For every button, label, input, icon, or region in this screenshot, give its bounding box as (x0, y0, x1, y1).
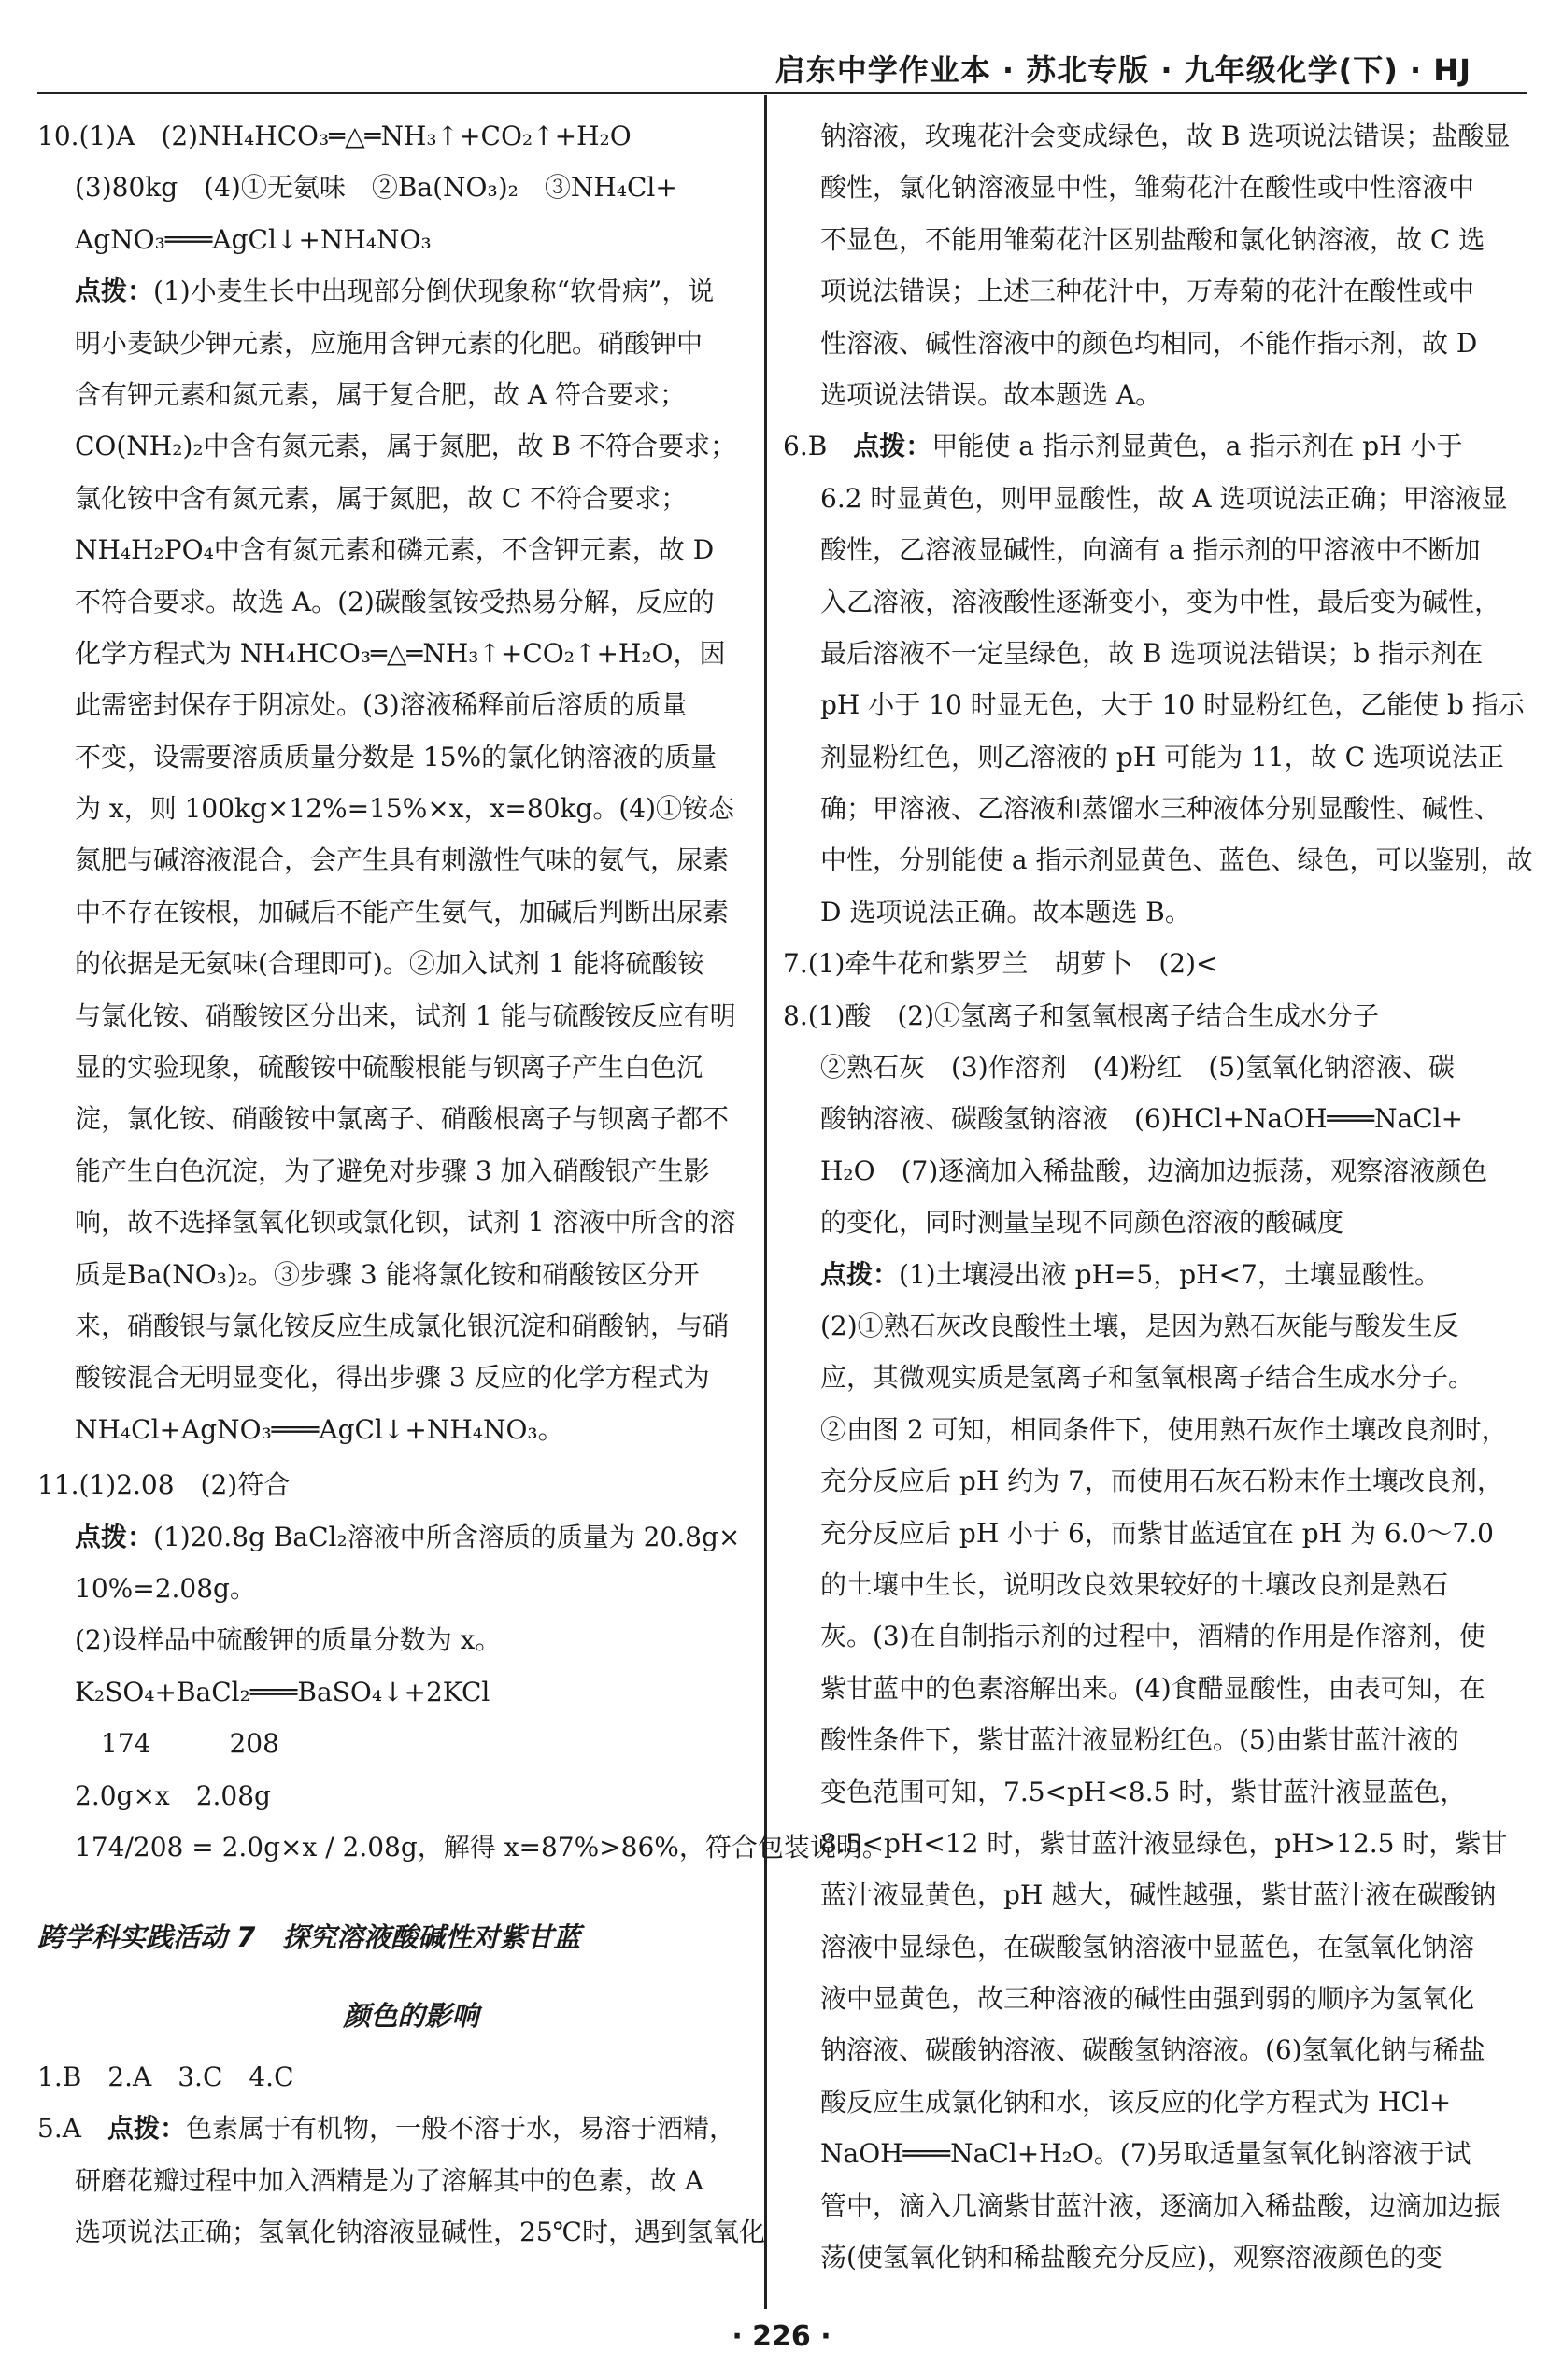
text-line (37, 1718, 747, 1769)
text-line (37, 679, 747, 730)
line-text: 酸铵混合无明显变化，得出步骤 3 反应的化学方程式为 (75, 1362, 710, 1394)
header-title: 启东中学作业本 · 苏北专版 · 九年级化学(下) · HJ (774, 52, 1471, 88)
line-text: 酸钠溶液、碳酸氢钠溶液 (6)HCl+NaOH═══NaCl+ (820, 1103, 1464, 1135)
line-text: 淀，氯化铵、硝酸铵中氯离子、硝酸根离子与钡离子都不 (75, 1103, 730, 1135)
text-line (37, 1041, 747, 1093)
text-line (783, 265, 1530, 317)
text-line (37, 2206, 765, 2258)
text-line (783, 576, 1530, 628)
text-line (37, 938, 747, 989)
line-text: 10%=2.08g。 (75, 1572, 256, 1604)
text-line (37, 990, 747, 1041)
activity-title-line1: 跨学科实践活动 7 探究溶液酸碱性对紫甘蓝 (37, 1921, 581, 1954)
text-line (37, 1093, 747, 1144)
line-text: 变色范围可知，7.5<pH<8.5 时，紫甘蓝汁液显蓝色， (820, 1776, 1467, 1807)
line-text: 蓝汁液显黄色，pH 越大，碱性越强，紫甘蓝汁液在碳酸钠 (820, 1879, 1497, 1911)
text-line (783, 1610, 1530, 1662)
hint-label: 点拨： (853, 431, 932, 462)
text-line (783, 1455, 1530, 1507)
text-line (783, 731, 1530, 783)
question-number: 5.A (37, 2113, 107, 2145)
line-text: 酸性条件下，紫甘蓝汁液显粉红色。(5)由紫甘蓝汁液的 (820, 1724, 1459, 1756)
line-text: 剂显粉红色，则乙溶液的 pH 可能为 11，故 C 选项说法正 (820, 741, 1504, 772)
text-line (37, 524, 747, 575)
line-text: 项说法错误；上述三种花汁中，万寿菊的花汁在酸性或中 (820, 276, 1475, 307)
text-line (783, 214, 1530, 265)
line-text: 不变，设需要溶质质量分数是 15%的氯化钠溶液的质量 (75, 741, 718, 772)
line-text: 6.2 时显黄色，则甲显酸性，故 A 选项说法正确；甲溶液显 (820, 482, 1508, 514)
text-line (783, 783, 1530, 834)
text-line (37, 2103, 747, 2154)
line-text: 充分反应后 pH 约为 7，而使用石灰石粉末作土壤改良剂， (820, 1466, 1503, 1497)
text-line (783, 1300, 1530, 1352)
line-text: (3)80kg (4)①无氨味 ②Ba(NO₃)₂ ③NH₄Cl+ (75, 172, 677, 204)
text-line (37, 1770, 747, 1821)
text-line (783, 1145, 1530, 1197)
text-line (783, 938, 1530, 989)
line-text: ②熟石灰 (3)作溶剂 (4)粉红 (5)氢氧化钠溶液、碳 (820, 1052, 1455, 1084)
text-line (37, 1459, 747, 1510)
text-line (783, 886, 1530, 938)
line-text: 应，其微观实质是氢离子和氢氧根离子结合生成水分子。 (820, 1362, 1475, 1394)
section-spacer (37, 1873, 747, 1912)
text-line (783, 1818, 1530, 1869)
text-line (37, 1666, 747, 1718)
line-text: K₂SO₄+BaCl₂═══BaSO₄↓+2KCl (75, 1676, 490, 1707)
line-text: NH₄Cl+AgNO₃═══AgCl↓+NH₄NO₃。 (75, 1413, 564, 1445)
line-text: 液中显黄色，故三种溶液的碱性由强到弱的顺序为氢氧化 (820, 1983, 1475, 2015)
line-text: 含有钾元素和氮元素，属于复合肥，故 A 符合要求； (75, 378, 687, 410)
hint-label: 点拨： (820, 1258, 900, 1290)
text-line (783, 1197, 1530, 1248)
text-line (783, 1973, 1530, 2024)
line-text: AgNO₃═══AgCl↓+NH₄NO₃ (75, 223, 432, 255)
line-text: 化学方程式为 NH₄HCO₃═△═NH₃↑+CO₂↑+H₂O，因 (75, 637, 726, 669)
line-text: NH₄H₂PO₄中含有氮元素和磷元素，不含钾元素，故 D (75, 534, 715, 566)
text-line (37, 369, 747, 420)
section-spacer (37, 1964, 747, 1990)
line-text: 性溶液、碱性溶液中的颜色均相同，不能作指示剂，故 D (820, 327, 1478, 359)
text-line (37, 628, 747, 679)
text-line (37, 1352, 747, 1403)
line-text: 174 208 (75, 1728, 279, 1760)
text-line (37, 420, 747, 472)
line-text: 的变化，同时测量呈现不同颜色溶液的酸碱度 (820, 1207, 1344, 1239)
text-line (37, 783, 747, 834)
line-text: 质是Ba(NO₃)₂。③步骤 3 能将氯化铵和硝酸铵区分开 (75, 1258, 700, 1290)
line-text: 酸性，乙溶液显碱性，向滴有 a 指示剂的甲溶液中不断加 (820, 534, 1481, 566)
line-text: 的依据是无氨味(合理即可)。②加入试剂 1 能将硫酸铵 (75, 948, 704, 980)
text-line (37, 214, 747, 265)
line-text: 8.5<pH<12 时，紫甘蓝汁液显绿色，pH>12.5 时，紫甘 (820, 1827, 1508, 1859)
text-line (783, 1921, 1530, 1973)
line-text: CO(NH₂)₂中含有氮元素，属于氮肥，故 B 不符合要求； (75, 431, 736, 462)
line-text: ②由图 2 可知，相同条件下，使用熟石灰作土壤改良剂时， (820, 1413, 1508, 1445)
line-text: 钠溶液、碳酸钠溶液、碳酸氢钠溶液。(6)氢氧化钠与稀盐 (820, 2034, 1485, 2066)
text-line (37, 1197, 747, 1248)
line-text: 明小麦缺少钾元素，应施用含钾元素的化肥。硝酸钾中 (75, 327, 703, 359)
text-line (783, 318, 1530, 369)
hint-text: 甲能使 a 指示剂显黄色，a 指示剂在 pH 小于 (931, 431, 1463, 462)
text-line (783, 1559, 1530, 1610)
line-text: 酸反应生成氯化钠和水，该反应的化学方程式为 HCl+ (820, 2086, 1452, 2118)
text-line (37, 1563, 747, 1614)
text-line (37, 162, 747, 213)
text-line (783, 524, 1530, 575)
text-line (783, 110, 1530, 162)
activity-title-line2: 颜色的影响 (343, 1999, 479, 2032)
text-line (37, 110, 747, 162)
text-line (783, 1714, 1530, 1765)
line-text: 管中，滴入几滴紫甘蓝汁液，逐滴加入稀盐酸，边滴加边振 (820, 2189, 1501, 2221)
text-line (37, 1404, 747, 1455)
line-text: 紫甘蓝中的色素溶解出来。(4)食醋显酸性，由表可知，在 (820, 1672, 1485, 1704)
text-line (783, 1404, 1530, 1455)
line-text: 溶液中显绿色，在碳酸氢钠溶液中显蓝色，在氢氧化钠溶 (820, 1931, 1475, 1962)
text-line (783, 2180, 1530, 2231)
line-text: 中性，分别能使 a 指示剂显黄色、蓝色、绿色，可以鉴别，故 (820, 844, 1533, 876)
line-text: 选项说法正确；氢氧化钠溶液显碱性，25℃时，遇到氢氧化 (75, 2217, 765, 2248)
line-text: 此需密封保存于阴凉处。(3)溶液稀释前后溶质的质量 (75, 689, 688, 721)
line-text: 10.(1)A (2)NH₄HCO₃═△═NH₃↑+CO₂↑+H₂O (37, 120, 632, 151)
text-line (37, 1249, 747, 1300)
section-spacer (37, 2042, 747, 2051)
text-line (783, 1766, 1530, 1818)
column-divider (764, 95, 767, 2309)
text-line (783, 369, 1530, 420)
page-header (37, 39, 1527, 94)
line-text: H₂O (7)逐滴加入稀盐酸，边滴加边振荡，观察溶液颜色 (820, 1155, 1488, 1186)
line-text: 最后溶液不一定呈绿色，故 B 选项说法错误；b 指示剂在 (820, 637, 1484, 669)
text-line (37, 1145, 747, 1197)
text-line (783, 1249, 1530, 1300)
text-line (37, 1821, 888, 1873)
hint-label: 点拨： (75, 1521, 154, 1552)
right-answers (783, 110, 1533, 2283)
line-text: pH 小于 10 时显无色，大于 10 时显粉红色，乙能使 b 指示 (820, 689, 1525, 721)
line-text: D 选项说法正确。故本题选 B。 (820, 896, 1191, 928)
text-line (783, 2128, 1530, 2179)
text-line (37, 886, 747, 938)
line-text: 中不存在铵根，加碱后不能产生氨气，加碱后判断出尿素 (75, 896, 730, 928)
activity-answers (37, 2051, 765, 2259)
line-text: 酸性，氯化钠溶液显中性，雏菊花汁在酸性或中性溶液中 (820, 172, 1475, 204)
line-text: 入乙溶液，溶液酸性逐渐变小，变为中性，最后变为碱性， (820, 586, 1501, 617)
text-line (37, 1300, 747, 1352)
line-text: 为 x，则 100kg×12%=15%×x，x=80kg。(4)①铵态 (75, 793, 735, 825)
text-line (37, 1511, 747, 1563)
text-line (37, 318, 747, 369)
line-text: 的土壤中生长，说明改良效果较好的土壤改良剂是熟石 (820, 1568, 1449, 1600)
text-line (37, 265, 747, 317)
line-text: 显的实验现象，硫酸铵中硫酸根能与钡离子产生白色沉 (75, 1052, 703, 1084)
text-line (783, 2076, 1530, 2128)
line-text: 174/208 = 2.0g×x / 2.08g，解得 x=87%>86%，符合包装说明。 (75, 1831, 888, 1863)
line-text: 响，故不选择氢氧化钡或氯化钡，试剂 1 溶液中所含的溶 (75, 1207, 736, 1239)
text-line (37, 576, 747, 628)
text-line (783, 1041, 1530, 1093)
text-line (783, 420, 1530, 472)
line-text: 8.(1)酸 (2)①氢离子和氢氧根离子结合生成水分子 (783, 999, 1380, 1031)
hint-text: 色素属于有机物，一般不溶于水，易溶于酒精， (185, 2113, 735, 2145)
hint-text: (1)20.8g BaCl₂溶液中所含溶质的质量为 20.8g× (153, 1521, 741, 1552)
page-number: · 226 · (732, 2320, 831, 2353)
line-text: 1.B 2.A 3.C 4.C (37, 2061, 294, 2093)
line-text: 研磨花瓣过程中加入酒精是为了溶解其中的色素，故 A (75, 2164, 704, 2196)
text-line (783, 1093, 1530, 1144)
line-text: (2)①熟石灰改良酸性土壤，是因为熟石灰能与酸发生反 (820, 1310, 1459, 1341)
hint-label: 点拨： (75, 276, 154, 307)
text-line (783, 679, 1530, 730)
question-number: 6.B (783, 431, 854, 462)
text-line (37, 834, 747, 885)
line-text: 2.0g×x 2.08g (75, 1779, 271, 1811)
text-line (37, 2051, 747, 2103)
line-text: 钠溶液，玫瑰花汁会变成绿色，故 B 选项说法错误；盐酸显 (820, 120, 1511, 151)
line-text: 能产生白色沉淀，为了避免对步骤 3 加入硝酸银产生影 (75, 1155, 710, 1186)
text-line (37, 1614, 747, 1665)
line-text: 7.(1)牵牛花和紫罗兰 胡萝卜 (2)< (783, 948, 1218, 980)
line-text: 氯化铵中含有氮元素，属于氮肥，故 C 不符合要求； (75, 482, 688, 514)
text-line (37, 731, 747, 783)
line-text: 氮肥与碱溶液混合，会产生具有刺激性气味的氨气，尿素 (75, 844, 730, 876)
line-text: 与氯化铵、硝酸铵区分出来，试剂 1 能与硫酸铵反应有明 (75, 999, 736, 1031)
hint-label: 点拨： (107, 2113, 186, 2145)
line-text: 选项说法错误。故本题选 A。 (820, 378, 1162, 410)
text-line (783, 2231, 1530, 2283)
right-column (783, 110, 1533, 2283)
text-line (37, 473, 747, 524)
text-line (783, 834, 1533, 885)
text-line (783, 1869, 1530, 1920)
line-text: (2)设样品中硫酸钾的质量分数为 x。 (75, 1624, 502, 1656)
text-line (783, 990, 1530, 1041)
line-text: NaOH═══NaCl+H₂O。(7)另取适量氢氧化钠溶液于试 (820, 2138, 1471, 2170)
text-line (783, 1352, 1530, 1403)
line-text: 不符合要求。故选 A。(2)碳酸氢铵受热易分解，反应的 (75, 586, 715, 617)
text-line (37, 2155, 747, 2206)
text-line (783, 473, 1530, 524)
line-text: 充分反应后 pH 小于 6，而紫甘蓝适宜在 pH 为 6.0～7.0 (820, 1517, 1494, 1549)
line-text: 荡(使氢氧化钠和稀盐酸充分反应)，观察溶液颜色的变 (820, 2242, 1442, 2274)
text-line (783, 162, 1530, 213)
line-text: 灰。(3)在自制指示剂的过程中，酒精的作用是作溶剂，使 (820, 1621, 1485, 1652)
text-line (783, 1508, 1530, 1559)
text-line (783, 628, 1530, 679)
line-text: 不显色，不能用雏菊花汁区别盐酸和氯化钠溶液，故 C 选 (820, 223, 1485, 255)
text-line (783, 2024, 1530, 2075)
line-text: 来，硝酸银与氯化铵反应生成氯化银沉淀和硝酸钠，与硝 (75, 1310, 730, 1341)
hint-text: (1)小麦生长中出现部分倒伏现象称“软骨病”，说 (153, 276, 715, 307)
text-line (783, 1663, 1530, 1714)
line-text: 确；甲溶液、乙溶液和蒸馏水三种液体分别显酸性、碱性、 (820, 793, 1501, 825)
hint-text: (1)土壤浸出液 pH=5，pH<7，土壤显酸性。 (899, 1258, 1441, 1290)
line-text: 11.(1)2.08 (2)符合 (37, 1469, 291, 1501)
